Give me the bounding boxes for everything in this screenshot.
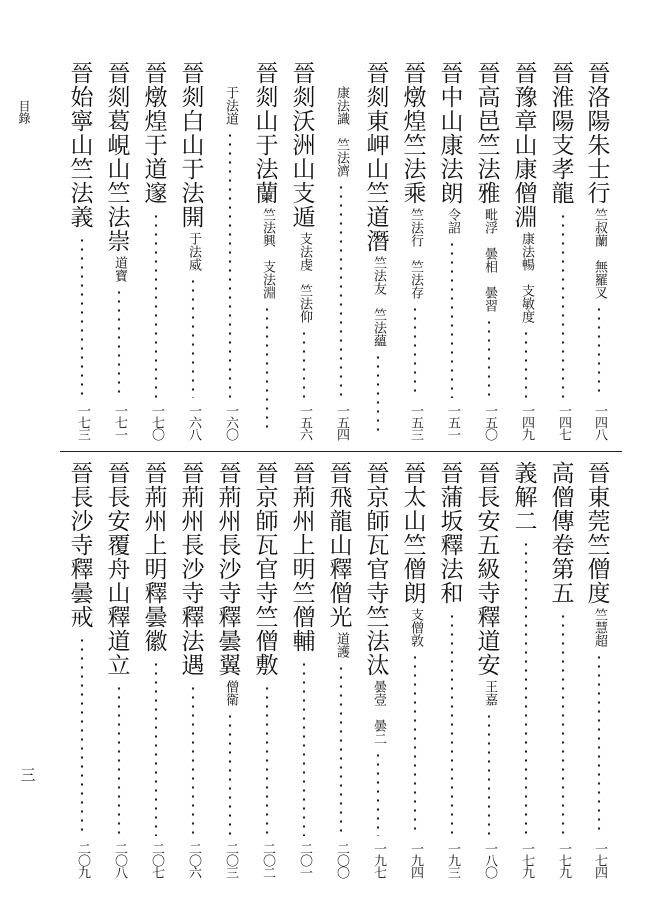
entry-title: 晉 燉 煌 于 道 邃 — [144, 61, 168, 207]
leader-dots — [524, 329, 528, 398]
toc-entry — [548, 462, 578, 878]
entry-notes — [592, 208, 606, 299]
leader-dots — [265, 684, 269, 836]
entry-page-ref: 一七九 — [519, 842, 534, 878]
entry-notes — [408, 608, 422, 647]
toc-entry — [326, 62, 356, 440]
entry-note: 康法識 竺法濟 — [334, 86, 349, 177]
running-header: 目錄 — [17, 100, 31, 124]
toc-entry — [289, 462, 319, 878]
leader-dots — [376, 751, 380, 836]
entry-note: 康法暢 支敏度 — [519, 232, 534, 323]
entry-note: 竺法友 竺法蘊 — [371, 256, 386, 347]
entry-note: 僧衛 — [223, 680, 238, 706]
toc-entry — [400, 462, 430, 878]
entry-page-ref: 一四八 — [592, 404, 607, 440]
entry-page-ref: 二〇八 — [112, 842, 127, 878]
entry-page-ref: 一四七 — [556, 404, 571, 440]
entry-page-ref: 一七四 — [592, 842, 607, 878]
entry-title: 晉 始 寧 山 竺 法 義 — [70, 61, 94, 231]
entry-page-ref: 一五四 — [334, 404, 349, 440]
entry-page-ref: 二〇七 — [149, 842, 164, 878]
entry-title: 晉 剡 葛 峴 山 竺 法 崇 — [107, 61, 131, 255]
entry-title: 晉 荊 州 上 明 釋 曇 徽 — [144, 461, 168, 655]
toc-entry — [511, 62, 541, 440]
entry-page-ref: 二〇〇 — [334, 842, 349, 878]
entry-page-ref: 二〇九 — [75, 842, 90, 878]
toc-entry — [178, 62, 208, 440]
entry-title: 晉 剡 東 岬 山 竺 道 潛 — [366, 61, 390, 255]
leader-dots — [487, 318, 491, 398]
leader-dots — [487, 712, 491, 836]
entry-notes — [371, 256, 385, 347]
toc-entry — [215, 62, 245, 440]
toc-entry — [474, 62, 504, 440]
toc-entry — [474, 462, 504, 878]
entry-page-ref: 二〇六 — [186, 842, 201, 878]
leader-dots — [413, 305, 417, 398]
entry-title: 晉 長 安 五 級 寺 釋 道 安 — [477, 461, 501, 679]
toc-entry — [584, 462, 614, 878]
toc-entry — [67, 62, 97, 440]
entry-notes — [482, 680, 496, 706]
entry-page-ref: 一五〇 — [482, 404, 497, 440]
entry-page-ref: 二〇一 — [297, 842, 312, 878]
entry-title: 晉 太 山 竺 僧 朗 — [403, 461, 427, 607]
entry-note: 曇壹 曇二 — [371, 680, 386, 745]
toc-entry — [141, 62, 171, 440]
leader-dots — [191, 684, 195, 836]
entry-notes — [482, 208, 496, 312]
entry-title: 晉 長 沙 寺 釋 曇 戒 — [70, 461, 94, 631]
entry-notes — [592, 608, 606, 647]
leader-dots — [450, 240, 454, 398]
entry-title: 晉 荊 州 上 明 竺 僧 輔 — [292, 461, 316, 655]
toc-entry — [178, 462, 208, 878]
leader-dots — [80, 636, 84, 836]
toc-entry — [511, 462, 541, 878]
toc-entry — [141, 462, 171, 878]
entry-notes — [112, 256, 126, 282]
entry-page-ref: 一七三 — [75, 404, 90, 440]
entry-page-ref: 一九七 — [371, 842, 386, 878]
toc-entry — [215, 462, 245, 878]
toc-entry — [548, 62, 578, 440]
entry-page-ref: 一五六 — [297, 404, 312, 440]
entry-title: 晉 豫 章 山 康 僧 淵 — [514, 61, 538, 231]
leader-dots — [561, 612, 565, 836]
entry-page-ref: 一七九 — [556, 842, 571, 878]
entry-title: 晉 蒲 坂 釋 法 和 — [440, 461, 464, 607]
toc-entry — [104, 62, 134, 440]
entry-page-ref: 一九三 — [445, 842, 460, 878]
entry-page-ref: 一四九 — [519, 404, 534, 440]
entry-notes — [260, 208, 274, 299]
leader-dots — [597, 653, 601, 836]
entry-title: 高 僧 傳 卷 第 五 — [551, 461, 575, 607]
entry-notes — [186, 232, 200, 271]
entry-title: 晉 高 邑 竺 法 雅 — [477, 61, 501, 207]
leader-dots — [117, 684, 121, 836]
leader-dots — [302, 329, 306, 398]
entry-title: 晉 飛 龍 山 釋 僧 光 — [329, 461, 353, 631]
entry-note: 支僧敦 — [408, 608, 423, 647]
entry-title: 義 解 二 — [514, 461, 538, 535]
entry-page-ref: 一七〇 — [149, 404, 164, 440]
entry-page-ref: 一七一 — [112, 404, 127, 440]
leader-dots — [154, 212, 158, 398]
entry-notes — [223, 86, 237, 125]
toc-entry — [584, 62, 614, 440]
leader-dots — [265, 305, 269, 434]
entry-notes — [371, 680, 385, 745]
entry-note: 令詔 — [445, 208, 460, 234]
toc-entry — [437, 462, 467, 878]
entry-notes — [334, 632, 348, 658]
toc-entry — [363, 462, 393, 878]
leader-dots — [228, 131, 232, 398]
leader-dots — [561, 212, 565, 398]
entry-title: 晉 長 安 覆 舟 山 釋 道 立 — [107, 461, 131, 679]
page-number: 三 — [20, 766, 36, 784]
entry-note: 竺法興 支法淵 — [260, 208, 275, 299]
entry-page-ref: 一九四 — [408, 842, 423, 878]
toc-entry — [363, 62, 393, 440]
entry-note: 道護 — [334, 632, 349, 658]
entry-notes — [408, 208, 422, 299]
leader-dots — [376, 353, 380, 434]
leader-dots — [191, 277, 195, 398]
entry-note: 竺法行 竺法存 — [408, 208, 423, 299]
leader-dots — [450, 612, 454, 836]
entry-title: 晉 京 師 瓦 官 寺 竺 僧 敷 — [255, 461, 279, 679]
leader-dots — [597, 305, 601, 398]
leader-dots — [80, 236, 84, 398]
toc-entry — [252, 62, 282, 440]
entry-notes — [445, 208, 459, 234]
entry-note: 竺叔蘭 無羅叉 — [592, 208, 607, 299]
entry-page-ref: 二〇二 — [260, 842, 275, 878]
entry-note: 竺慧超 — [592, 608, 607, 647]
leader-dots — [413, 653, 417, 836]
entry-title: 晉 荊 州 長 沙 寺 釋 法 遇 — [181, 461, 205, 679]
entry-page-ref: 一六八 — [186, 404, 201, 440]
entry-notes — [223, 680, 237, 706]
leader-dots — [228, 712, 232, 836]
entry-title: 晉 京 師 瓦 官 寺 竺 法 汰 — [366, 461, 390, 679]
toc-entry — [289, 62, 319, 440]
entry-note: 于法威 — [186, 232, 201, 271]
entry-page-ref: 一八〇 — [482, 842, 497, 878]
toc-entry — [67, 462, 97, 878]
entry-title: 晉 中 山 康 法 朗 — [440, 61, 464, 207]
entry-notes — [334, 86, 348, 177]
leader-dots — [154, 660, 158, 836]
leader-dots — [524, 540, 528, 836]
leader-dots — [117, 288, 121, 398]
entry-title: 晉 剡 山 于 法 蘭 — [255, 61, 279, 207]
section-divider — [60, 451, 622, 452]
entry-page-ref: 一六〇 — [223, 404, 238, 440]
entry-page-ref: 二〇三 — [223, 842, 238, 878]
entry-page-ref: 一五一 — [445, 404, 460, 440]
entry-note: 王嘉 — [482, 680, 497, 706]
entry-notes — [297, 232, 311, 323]
toc-entry — [104, 462, 134, 878]
leader-dots — [339, 664, 343, 836]
entry-notes — [519, 232, 533, 323]
entry-title: 晉 剡 沃 洲 山 支 遁 — [292, 61, 316, 231]
entry-title: 晉 洛 陽 朱 士 行 — [587, 61, 611, 207]
toc-entry — [400, 62, 430, 440]
entry-note: 毗浮 曇相 曇習 — [482, 208, 497, 312]
entry-title: 晉 剡 白 山 于 法 開 — [181, 61, 205, 231]
entry-title: 晉 東 莞 竺 僧 度 — [587, 461, 611, 607]
entry-note: 道寶 — [112, 256, 127, 282]
entry-title: 晉 荊 州 長 沙 寺 釋 曇 翼 — [218, 461, 242, 679]
toc-entry — [252, 462, 282, 878]
entry-page-ref: 一五三 — [408, 404, 423, 440]
entry-title: 晉 燉 煌 竺 法 乘 — [403, 61, 427, 207]
leader-dots — [302, 660, 306, 836]
entry-note: 支法虔 竺法仰 — [297, 232, 312, 323]
leader-dots — [339, 183, 343, 398]
entry-note: 于法道 — [223, 86, 238, 125]
toc-entry — [326, 462, 356, 878]
toc-entry — [437, 62, 467, 440]
entry-title: 晉 淮 陽 支 孝 龍 — [551, 61, 575, 207]
